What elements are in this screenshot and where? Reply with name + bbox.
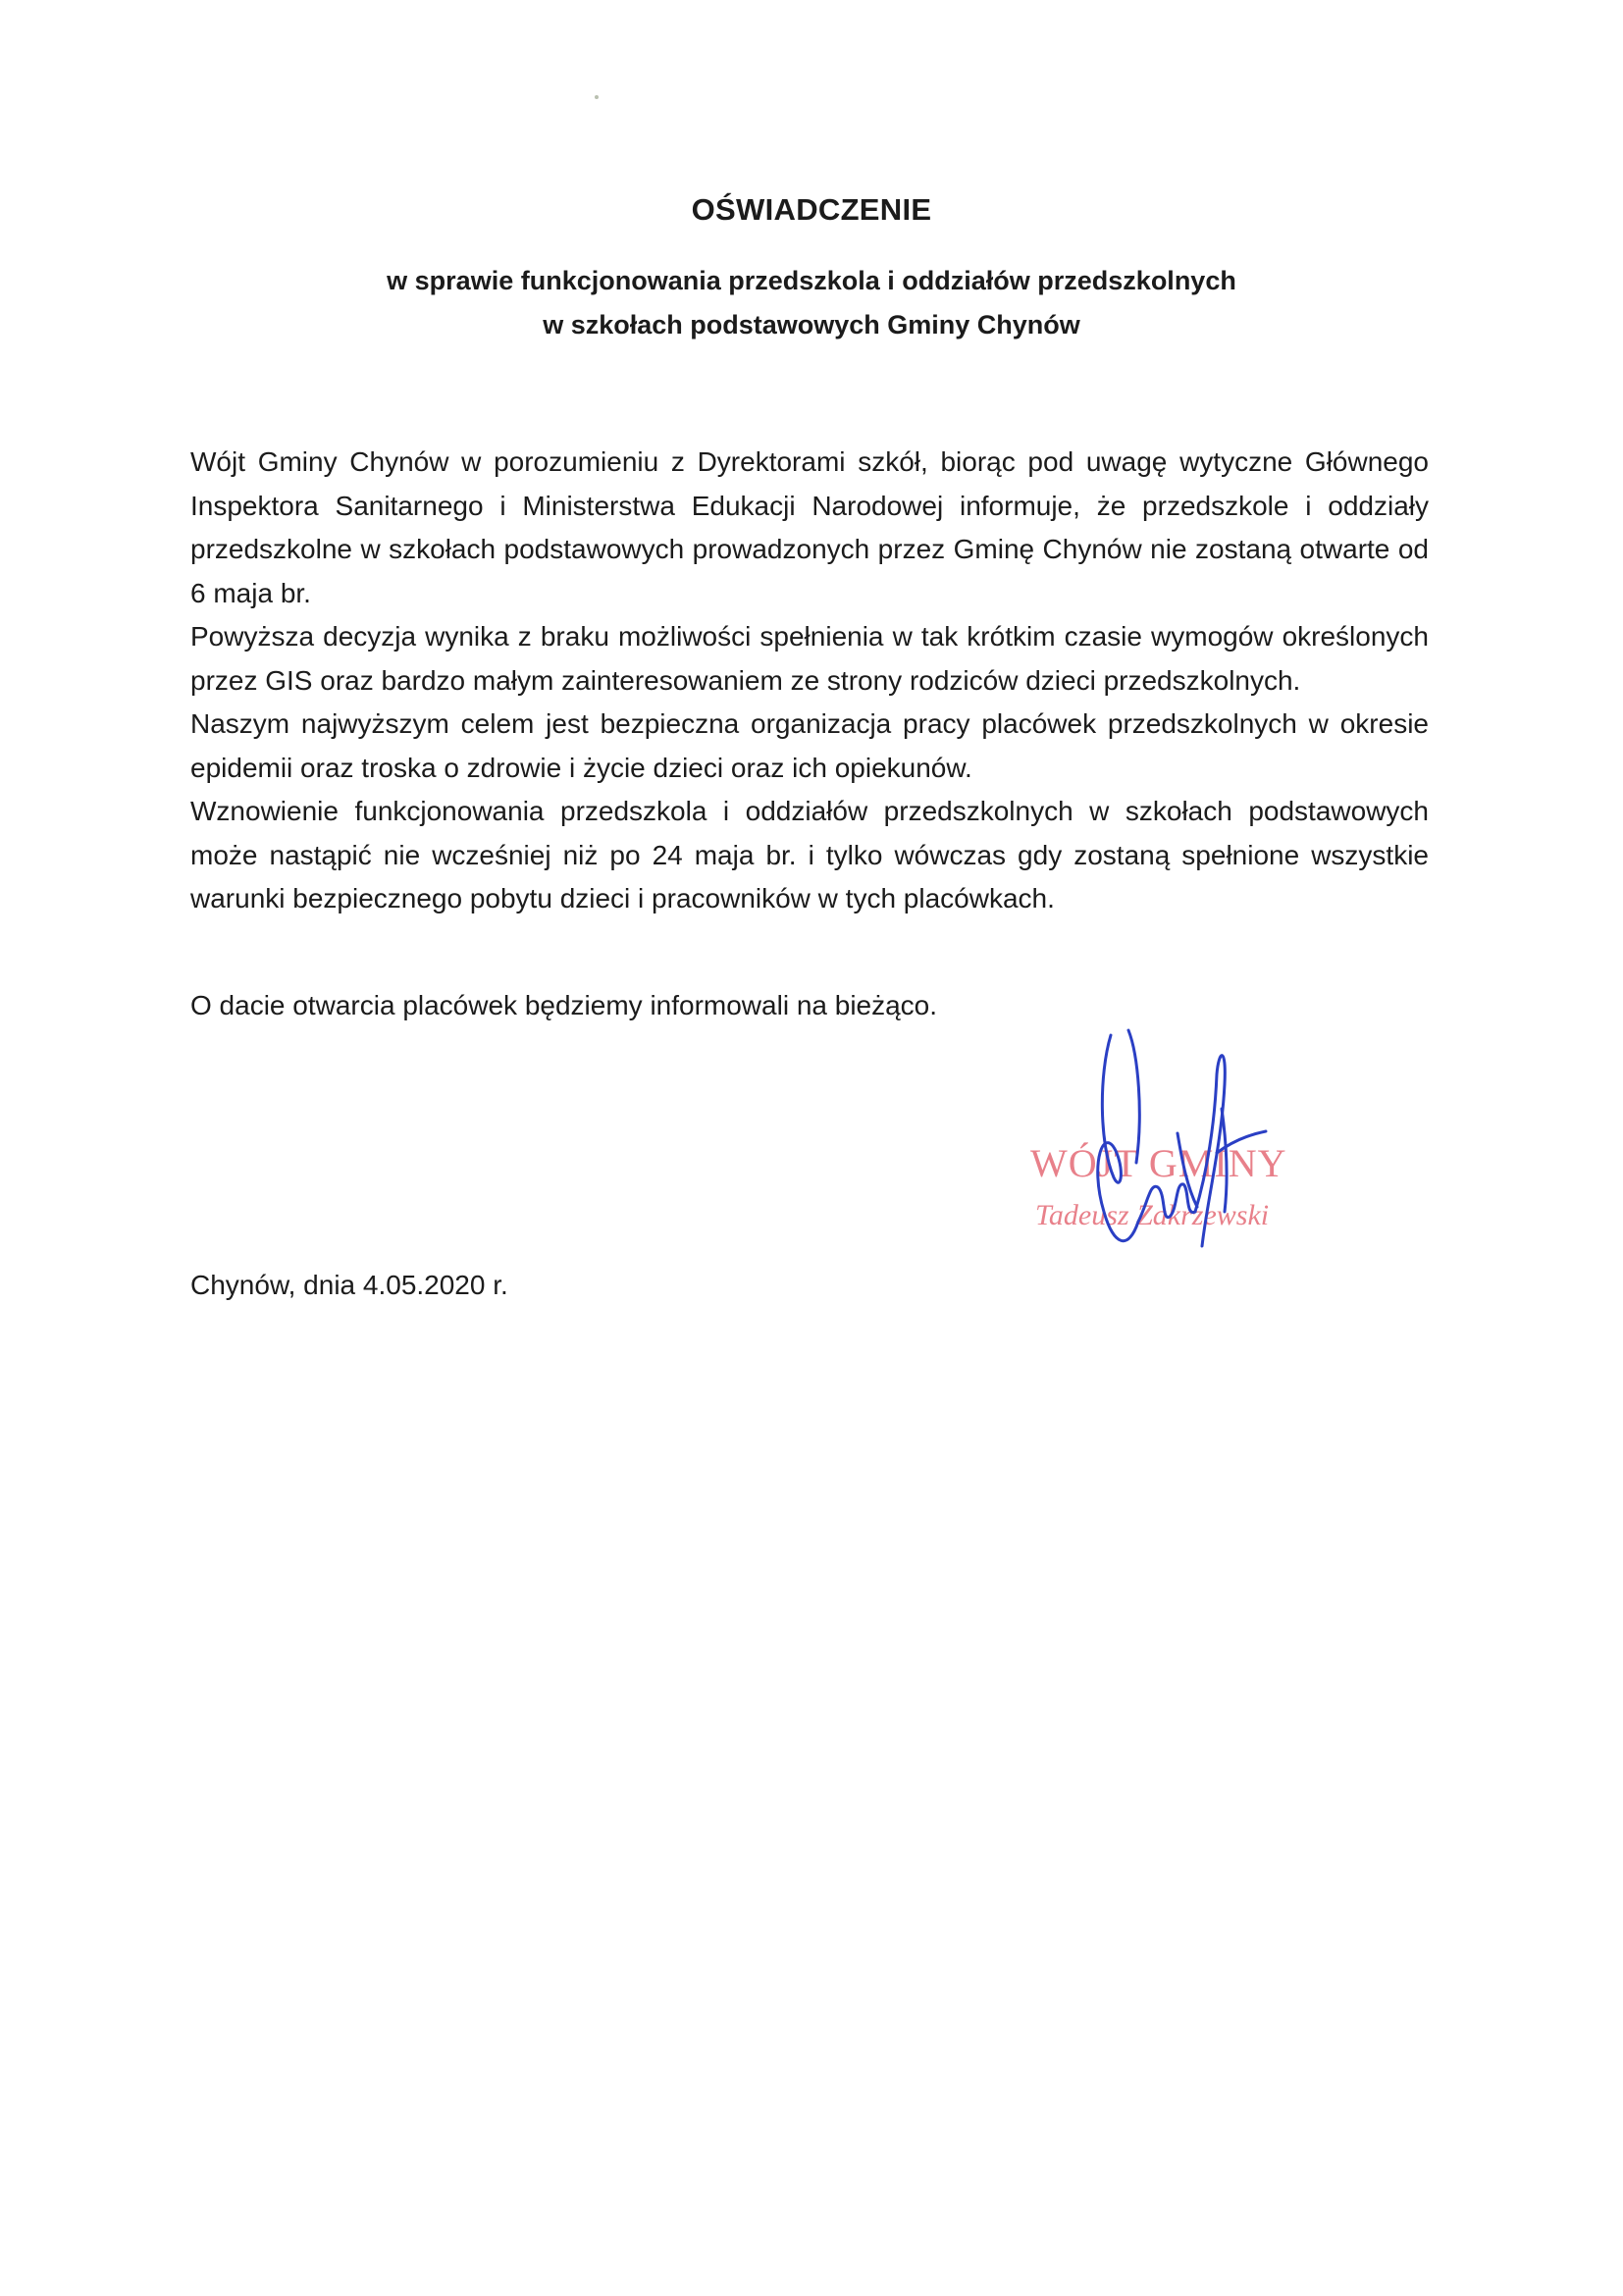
scan-speck: [595, 95, 599, 99]
document-subtitle-line-2: w szkołach podstawowych Gminy Chynów: [543, 310, 1080, 339]
body-paragraph: Wznowienie funkcjonowania przedszkola i oddziałów przedszkolnych w szkołach podstawowych może nastąpić nie wcześniej niż po 24 maja br. i tylko wówczas gdy zostaną spełnione wszystkie warunki bezpiecznego pobytu dzieci i pracowników w tych placówkach.: [190, 796, 1429, 913]
closing-sentence: O dacie otwarcia placówek będziemy informowali na bieżąco.: [190, 990, 938, 1020]
stamp-name: Tadeusz Zakrzewski: [1035, 1199, 1270, 1231]
stamp-title: WÓJT GMINY: [1030, 1141, 1287, 1185]
document-body: [190, 441, 1429, 921]
handwritten-signature: [1060, 1016, 1285, 1290]
document-title: OŚWIADCZENIE: [691, 192, 932, 227]
date-line: Chynów, dnia 4.05.2020 r.: [190, 1270, 508, 1300]
body-paragraph: Wójt Gminy Chynów w porozumieniu z Dyrektorami szkół, biorąc pod uwagę wytyczne Głównego Inspektora Sanitarnego i Ministerstwa Edukacji Narodowej informuje, że przedszkole i oddziały przedszkolne w szkołach podstawowych prowadzonych przez Gminę Chynów nie zostaną otwarte od 6 maja br.: [190, 446, 1429, 608]
body-paragraph: Naszym najwyższym celem jest bezpieczna organizacja pracy placówek przedszkolnych w okresie epidemii oraz troska o zdrowie i życie dzieci oraz ich opiekunów.: [190, 708, 1429, 783]
document-subtitle-line-1: w sprawie funkcjonowania przedszkola i oddziałów przedszkolnych: [387, 266, 1236, 295]
body-paragraph: Powyższa decyzja wynika z braku możliwości spełnienia w tak krótkim czasie wymogów określonych przez GIS oraz bardzo małym zainteresowaniem ze strony rodziców dzieci przedszkolnych.: [190, 621, 1429, 696]
